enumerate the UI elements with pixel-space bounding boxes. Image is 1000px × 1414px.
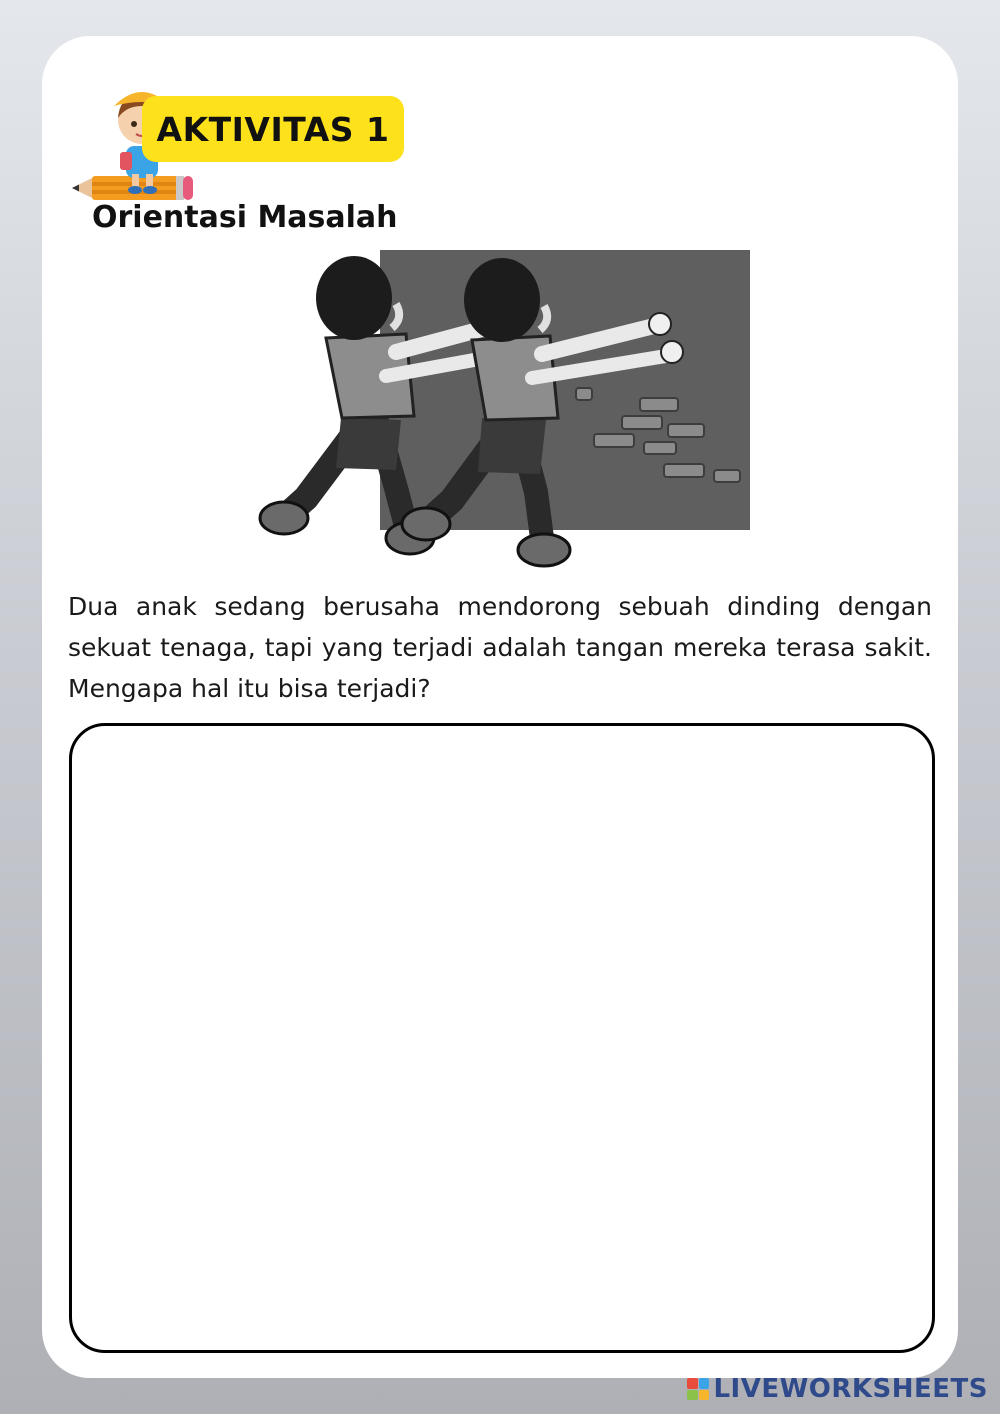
liveworksheets-brand (687, 1374, 988, 1404)
problem-statement: Dua anak sedang berusaha mendorong sebuah dinding dengan sekuat tenaga, tapi yang terjadi adalah tangan mereka terasa sakit. Mengapa hal itu bisa terjadi? (68, 592, 932, 703)
activity-badge (142, 96, 404, 162)
section-title: Orientasi Masalah (92, 200, 398, 235)
answer-textarea[interactable] (69, 723, 935, 1353)
worksheet-card (42, 36, 958, 1378)
liveworksheets-logo-icon (687, 1378, 709, 1400)
two-boys-pushing-wall-illustration-icon (246, 248, 752, 578)
brand-name: LIVEWORKSHEETS (713, 1374, 988, 1404)
activity-badge-label: AKTIVITAS 1 (156, 109, 390, 149)
